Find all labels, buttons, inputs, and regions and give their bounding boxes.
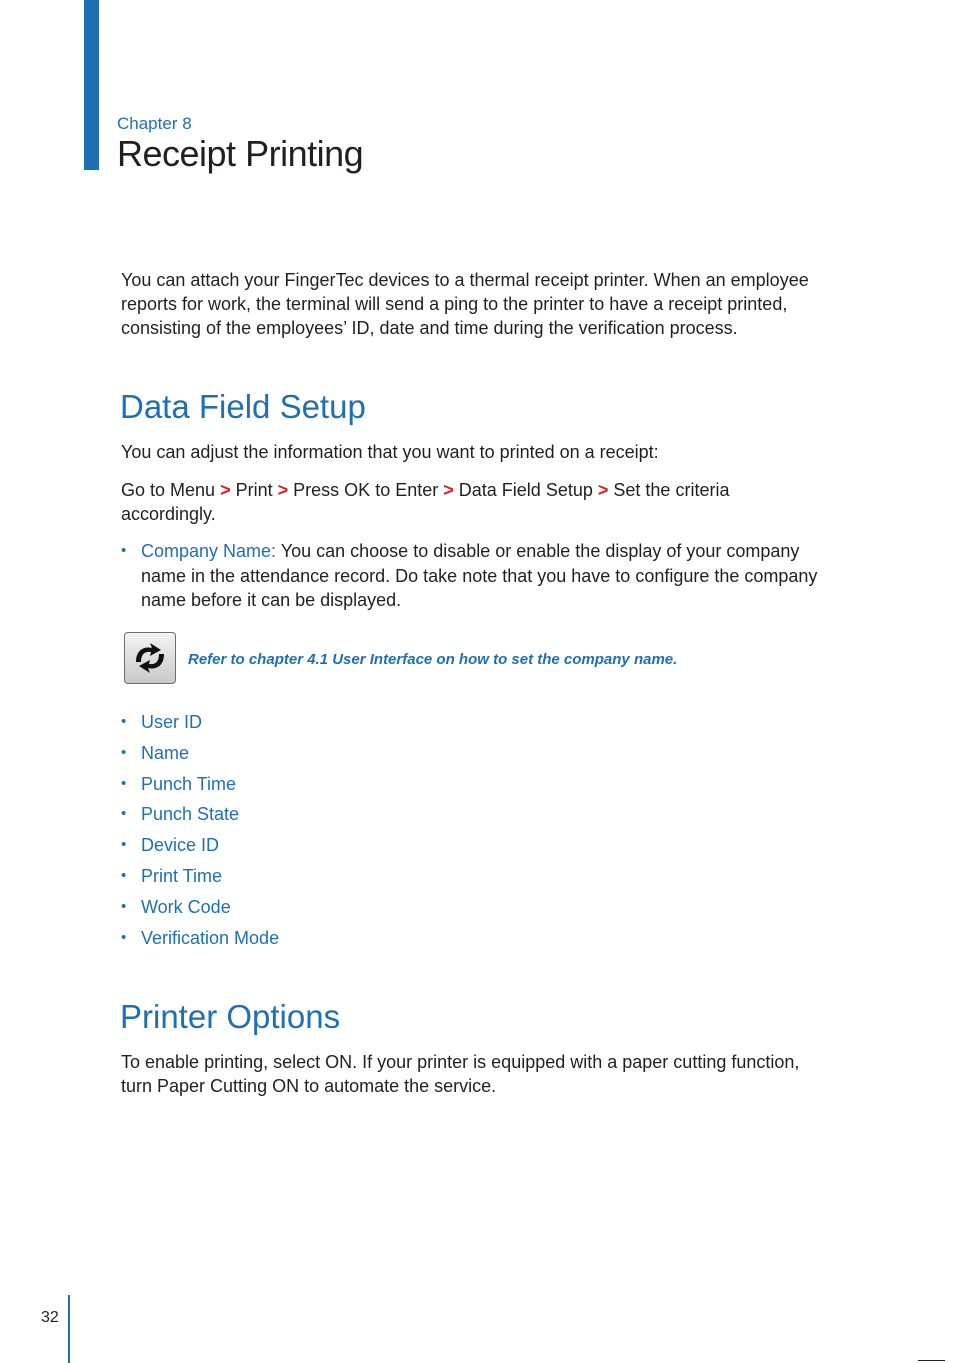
field-user-id: User ID bbox=[141, 712, 203, 732]
path-step-menu: Go to Menu bbox=[121, 480, 216, 500]
bullet-dot: • bbox=[121, 805, 127, 823]
field-work-code: Work Code bbox=[141, 896, 231, 917]
path-step-print: Print bbox=[235, 480, 273, 500]
list-item bbox=[121, 802, 279, 833]
company-name-bullet bbox=[121, 539, 821, 613]
path-separator: > bbox=[277, 480, 289, 500]
field-name: Name bbox=[141, 742, 190, 763]
printer-options-heading: Printer Options bbox=[120, 998, 341, 1035]
list-item bbox=[121, 741, 279, 772]
company-name-label: Company Name: bbox=[141, 541, 277, 561]
page-number-rule bbox=[68, 1295, 70, 1363]
chapter-side-bar bbox=[84, 0, 99, 170]
bullet-dot: • bbox=[121, 542, 127, 559]
chapter-title: Receipt Printing bbox=[117, 133, 364, 174]
company-name-text: You can choose to disable or enable the display of your company name in the attendance record. Do take note that you have to configure the company name before it can be displayed. bbox=[141, 541, 818, 610]
field-punch-state: Punch State bbox=[141, 804, 240, 825]
bullet-dot: • bbox=[121, 836, 127, 854]
path-separator: > bbox=[597, 480, 609, 500]
data-field-list bbox=[121, 710, 279, 956]
bullet-dot: • bbox=[121, 866, 127, 884]
note-text: Refer to chapter 4.1 User Interface on how to set the company name. bbox=[188, 651, 678, 668]
page-number: 32 bbox=[41, 1309, 59, 1326]
list-item bbox=[121, 864, 279, 895]
printer-options-text: To enable printing, select ON. If your printer is equipped with a paper cutting function, turn Paper Cutting ON to automate the service. bbox=[121, 1052, 800, 1096]
field-device-id: Device ID bbox=[141, 835, 220, 856]
path-step-ok: Press OK to Enter bbox=[293, 480, 439, 500]
path-separator: > bbox=[220, 480, 231, 500]
list-item bbox=[121, 710, 279, 741]
bullet-dot: • bbox=[121, 713, 127, 730]
field-verification-mode: Verification Mode bbox=[141, 927, 280, 948]
path-step-data-field-setup: Data Field Setup bbox=[458, 480, 593, 500]
data-field-setup-heading: Data Field Setup bbox=[120, 388, 366, 425]
data-field-setup-lead: You can adjust the information that you want to printed on a receipt: bbox=[121, 442, 659, 462]
refresh-arrows-icon bbox=[124, 632, 176, 684]
bullet-dot: • bbox=[121, 897, 127, 915]
chapter-label: Chapter 8 bbox=[117, 114, 192, 133]
bullet-dot: • bbox=[121, 743, 127, 761]
field-print-time: Print Time bbox=[141, 865, 223, 886]
intro-paragraph: You can attach your FingerTec devices to a thermal receipt printer. When an employee reports for work, the terminal will send a ping to the printer to have a receipt printed, consisting of the employees’ ID, date and time during the verification process. bbox=[121, 270, 809, 338]
field-punch-time: Punch Time bbox=[141, 773, 237, 794]
menu-path bbox=[121, 478, 821, 526]
list-item bbox=[121, 926, 279, 957]
path-separator: > bbox=[443, 480, 454, 500]
list-item bbox=[121, 833, 279, 864]
path-step-set-criteria: Set the criteria accordingly. bbox=[121, 480, 730, 524]
corner-mark bbox=[918, 1360, 945, 1361]
list-item bbox=[121, 772, 279, 803]
bullet-dot: • bbox=[121, 774, 127, 792]
list-item bbox=[121, 895, 279, 926]
bullet-dot: • bbox=[121, 928, 127, 946]
